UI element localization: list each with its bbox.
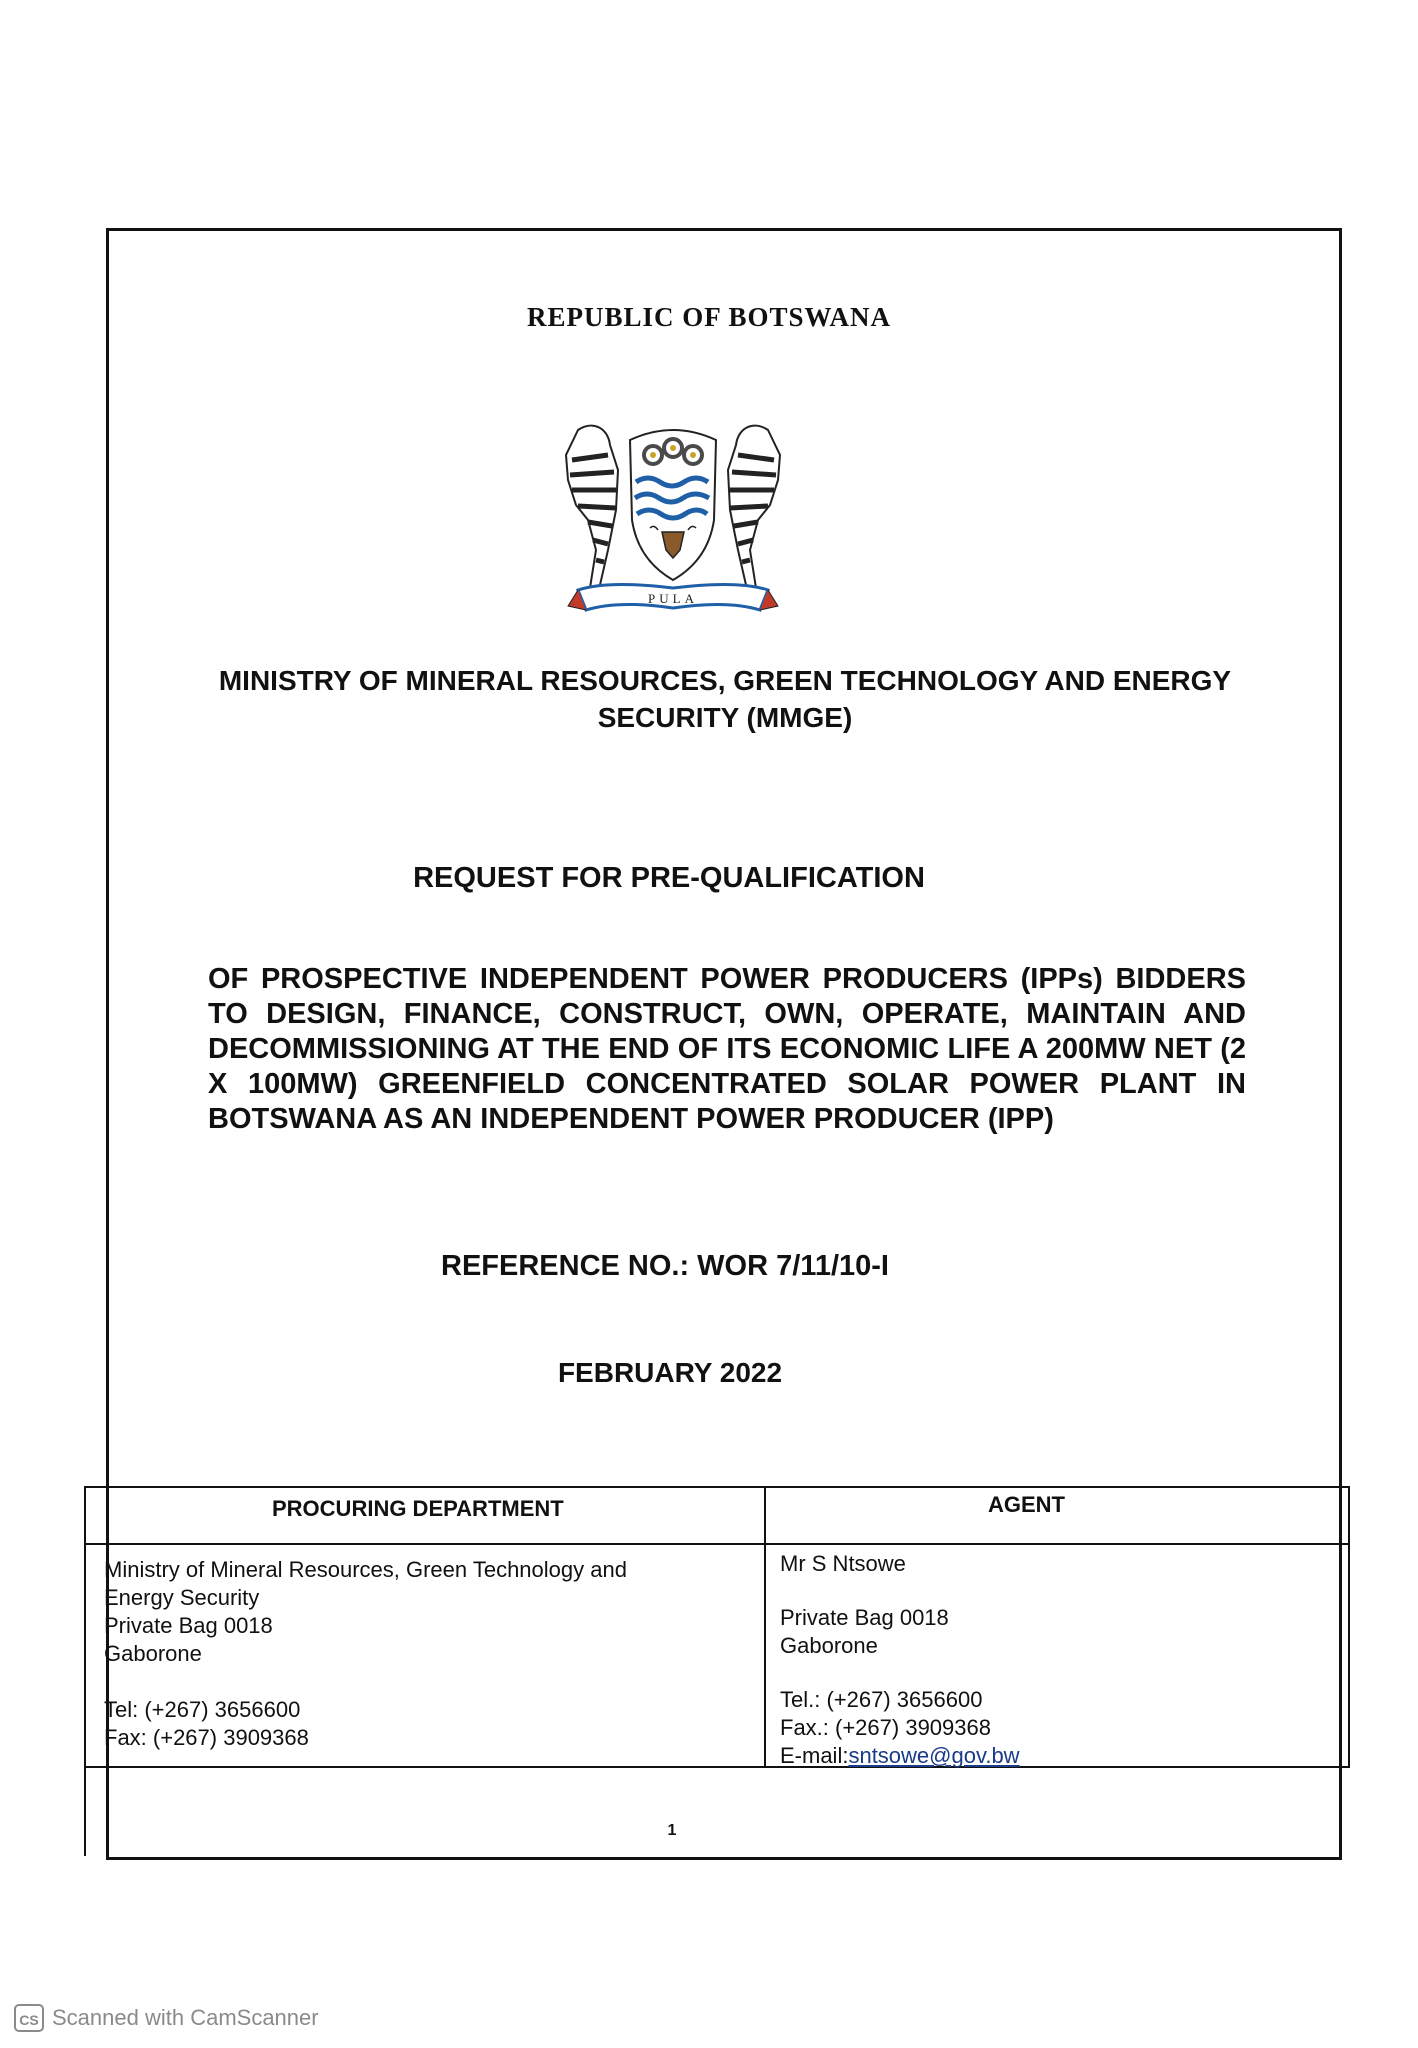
- camscanner-logo-icon: CS: [14, 2004, 44, 2032]
- document-date: FEBRUARY 2022: [557, 1357, 783, 1388]
- camscanner-watermark: [14, 2004, 319, 2032]
- svg-text:PULA: PULA: [648, 591, 698, 606]
- procuring-line-3: Private Bag 0018: [104, 1613, 273, 1638]
- agent-line-2: Gaborone: [780, 1633, 878, 1658]
- agent-header: AGENT: [988, 1492, 1065, 1517]
- reference-number: REFERENCE NO.: WOR 7/11/10-I: [441, 1250, 889, 1282]
- contact-table: [84, 1486, 1350, 1768]
- column-divider: [764, 1488, 766, 1768]
- agent-line-1: Private Bag 0018: [780, 1605, 949, 1630]
- agent-tel: Tel.: (+267) 3656600: [780, 1687, 983, 1712]
- agent-email-row: [780, 1742, 1020, 1770]
- agent-name: Mr S Ntsowe: [780, 1551, 906, 1576]
- ministry-line-2: SECURITY (MMGE): [597, 702, 853, 733]
- procuring-line-4: Gaborone: [104, 1641, 202, 1666]
- procuring-line-1: Ministry of Mineral Resources, Green Technology and: [104, 1557, 627, 1582]
- botswana-coat-of-arms-icon: [538, 410, 808, 625]
- agent-email-link[interactable]: sntsowe@gov.bw: [848, 1743, 1020, 1768]
- procuring-department-details: [104, 1556, 627, 1752]
- ministry-line-1: MINISTRY OF MINERAL RESOURCES, GREEN TECHNOLOGY AND ENERGY: [218, 665, 1232, 696]
- watermark-text: Scanned with CamScanner: [52, 2005, 319, 2030]
- document-type: REQUEST FOR PRE-QUALIFICATION: [413, 862, 925, 894]
- procuring-tel: Tel: (+267) 3656600: [104, 1697, 301, 1722]
- agent-fax: Fax.: (+267) 3909368: [780, 1715, 991, 1740]
- agent-details: [780, 1550, 1020, 1770]
- procuring-line-2: Energy Security: [104, 1585, 260, 1610]
- republic-title: REPUBLIC OF BOTSWANA: [526, 302, 892, 332]
- right-zebra: [728, 426, 780, 588]
- page-number: 1: [667, 1822, 677, 1839]
- ministry-name: [150, 662, 1300, 736]
- procuring-fax: Fax: (+267) 3909368: [104, 1725, 309, 1750]
- procuring-department-header: PROCURING DEPARTMENT: [272, 1496, 564, 1521]
- header-divider: [86, 1543, 1348, 1545]
- agent-email-label: E-mail:: [780, 1743, 849, 1768]
- left-zebra: [566, 426, 618, 588]
- table-left-edge: [84, 1768, 86, 1856]
- scope-text: OF PROSPECTIVE INDEPENDENT POWER PRODUCERS (IPPs) BIDDERS TO DESIGN, FINANCE, CONSTRUCT, OWN, OPERATE, MAINTAIN AND DECOMMISSIONING AT THE END OF ITS ECONOMIC LIFE A 200MW NET (2 X 100MW) GREENFIELD CONCENTRATED SOLAR POWER PLANT IN BOTSWANA AS AN INDEPENDENT POWER PRODUCER (IPP): [208, 963, 1246, 1135]
